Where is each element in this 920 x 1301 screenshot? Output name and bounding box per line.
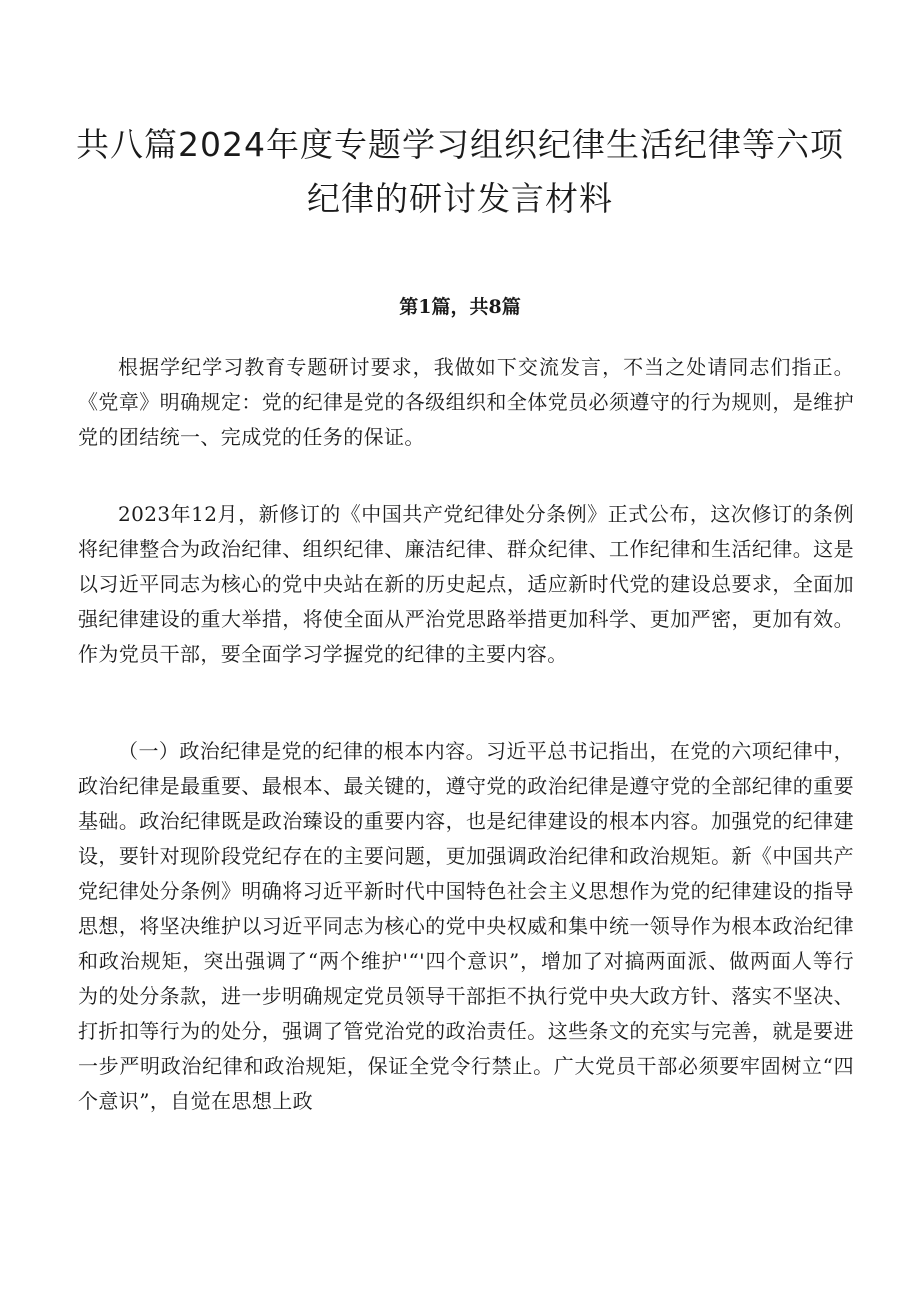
part-indicator: 第1篇，共8篇	[399, 296, 521, 318]
body-paragraph: 根据学纪学习教育专题研讨要求，我做如下交流发言，不当之处请同志们指正。《党章》明确规定：党的纪律是党的各级组织和全体党员必须遵守的行为规则，是维护党的团结统一、完成党的任务的保证。	[78, 355, 854, 449]
body-paragraph: 2023年12月，新修订的《中国共产党纪律处分条例》正式公布，这次修订的条例将纪律整合为政治纪律、组织纪律、廉洁纪律、群众纪律、工作纪律和生活纪律。这是以习近平同志为核心的党中央站在新的历史起点，适应新时代党的建设总要求，全面加强纪律建设的重大举措，将使全面从严治党思路举措更加科学、更加严密，更加有效。作为党员干部，要全面学习学握党的纪律的主要内容。	[78, 502, 854, 666]
document-title: 共八篇2024年度专题学习组织纪律生活纪律等六项纪律的研讨发言材料	[76, 125, 844, 218]
body-paragraph: （一）政治纪律是党的纪律的根本内容。习近平总书记指出，在党的六项纪律中，政治纪律是最重要、最根本、最关键的，遵守党的政治纪律是遵守党的全部纪律的重要基础。政治纪律既是政治臻设的重要内容，也是纪律建设的根本内容。加强党的纪律建设，要针对现阶段党纪存在的主要问题，更加强调政治纪律和政治规矩。新《中国共产党纪律处分条例》明确将习近平新时代中国特色社会主义思想作为党的纪律建设的指导思想，将坚决维护以习近平同志为核心的党中央权威和集中统一领导作为根本政治纪律和政治规矩，突出强调了“两个维护'“'四个意识”，增加了对搞两面派、做两面人等行为的处分条款，进一步明确规定党员领导干部拒不执行党中央大政方针、落实不坚决、打折扣等行为的处分，强调了管党治党的政治责任。这些条文的充实与完善，就是要进一步严明政治纪律和政治规矩，保证全党令行禁止。广大党员干部必须要牢固树立“四个意识”，自觉在思想上政	[78, 739, 854, 1113]
